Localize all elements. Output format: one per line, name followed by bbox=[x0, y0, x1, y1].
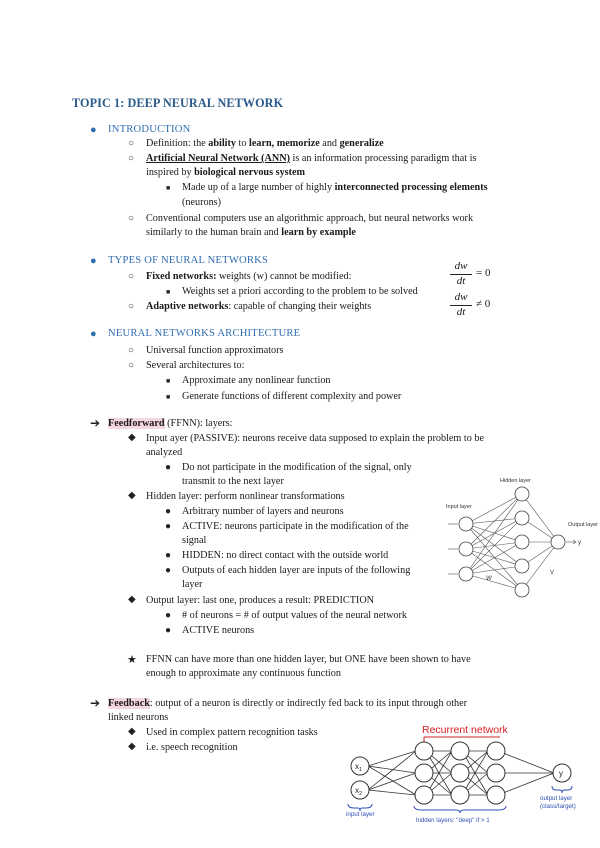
y-output-label: y bbox=[559, 769, 563, 778]
hidden-layer-text: Hidden layer: perform nonlinear transformations bbox=[146, 491, 345, 502]
bullet-icon: ● bbox=[90, 328, 97, 340]
hidden-layer-label: Hidden layer bbox=[500, 478, 531, 484]
weight-w-label: W bbox=[486, 576, 492, 582]
ffnn-note-line2: enough to approximate any continuous function bbox=[146, 668, 341, 679]
input-layer-label: Input layer bbox=[446, 504, 472, 510]
input-layer-text-line2: analyzed bbox=[146, 447, 183, 458]
diamond-bullet-icon: ◆ bbox=[128, 432, 136, 443]
feedback-line2: linked neurons bbox=[108, 712, 169, 723]
page-title: TOPIC 1: DEEP NEURAL NETWORK bbox=[72, 96, 284, 110]
square-bullet-icon: ■ bbox=[166, 288, 171, 296]
ann-text: Artificial Neural Network (ANN) is an information processing paradigm that is bbox=[146, 153, 477, 164]
dot-bullet-icon: ● bbox=[165, 565, 172, 576]
adaptive-networks-text: Adaptive networks: capable of changing their weights bbox=[146, 301, 372, 312]
input-layer-sub-text-line2: transmit to the next layer bbox=[182, 476, 284, 487]
hidden-sub-1: Arbitrary number of layers and neurons bbox=[182, 506, 344, 517]
square-bullet-icon: ■ bbox=[166, 377, 171, 385]
made-up-text: Made up of a large number of highly interconnected processing elements bbox=[182, 182, 488, 193]
output-layer-caption: output layer bbox=[540, 795, 573, 802]
bullet-icon: ● bbox=[90, 124, 97, 136]
diamond-bullet-icon: ◆ bbox=[128, 490, 136, 501]
diamond-bullet-icon: ◆ bbox=[128, 594, 136, 605]
circle-bullet-icon: ○ bbox=[128, 138, 135, 149]
arrow-right-icon: ➔ bbox=[90, 416, 101, 430]
diamond-bullet-icon: ◆ bbox=[128, 726, 136, 737]
diamond-bullet-icon: ◆ bbox=[128, 741, 136, 752]
hidden-sub-2-line2: signal bbox=[182, 535, 207, 546]
hidden-sub-3: HIDDEN: no direct contact with the outside world bbox=[182, 550, 389, 561]
feedback-heading: Feedback: output of a neuron is directly or indirectly fed back to its input through other bbox=[108, 698, 468, 709]
star-bullet-icon: ★ bbox=[127, 654, 137, 666]
architecture-sub-1: Approximate any nonlinear function bbox=[182, 375, 331, 386]
x2-label: $x_2$ bbox=[355, 786, 363, 797]
bullet-icon: ● bbox=[90, 255, 97, 267]
input-layer-text: Input ayer (PASSIVE): neurons receive data supposed to explain the problem to be bbox=[146, 433, 484, 444]
made-up-text-line2: (neurons) bbox=[182, 197, 222, 208]
dot-bullet-icon: ● bbox=[165, 625, 172, 636]
conventional-text: Conventional computers use an algorithmic approach, but neural networks work bbox=[146, 213, 474, 224]
hidden-layers-caption: hidden layers: "deep" if > 1 bbox=[416, 817, 490, 824]
circle-bullet-icon: ○ bbox=[128, 345, 135, 356]
feedback-use-2: i.e. speech recognition bbox=[146, 742, 238, 753]
hidden-sub-4: Outputs of each hidden layer are inputs of the following bbox=[182, 565, 411, 576]
weight-v-label: V bbox=[550, 570, 555, 576]
ffnn-note: FFNN can have more than one hidden layer, but ONE have been shown to have bbox=[146, 654, 471, 665]
circle-bullet-icon: ○ bbox=[128, 153, 135, 164]
feedforward-heading: Feedforward (FFNN): layers: bbox=[108, 418, 233, 429]
architecture-item-2: Several architectures to: bbox=[146, 360, 245, 371]
circle-bullet-icon: ○ bbox=[128, 301, 135, 312]
dot-bullet-icon: ● bbox=[165, 462, 172, 473]
arrow-right-icon: ➔ bbox=[90, 696, 101, 710]
recurrent-network-title: Recurrent network bbox=[422, 724, 508, 736]
ann-text-line2: inspired by biological nervous system bbox=[146, 167, 306, 178]
feedforward-network-diagram bbox=[436, 474, 600, 606]
fixed-networks-text: Fixed networks: weights (w) cannot be modified: bbox=[146, 271, 352, 282]
output-layer-label: Output layer bbox=[568, 522, 598, 528]
circle-bullet-icon: ○ bbox=[128, 213, 135, 224]
output-layer-text: Output layer: last one, produces a result: PREDICTION bbox=[146, 595, 375, 606]
dot-bullet-icon: ● bbox=[165, 521, 172, 532]
conventional-text-line2: similarly to the human brain and learn by example bbox=[146, 227, 356, 238]
architecture-sub-2: Generate functions of different complexity and power bbox=[182, 391, 402, 402]
section-heading-types: TYPES OF NEURAL NETWORKS bbox=[108, 255, 269, 266]
circle-bullet-icon: ○ bbox=[128, 360, 135, 371]
square-bullet-icon: ■ bbox=[166, 393, 171, 401]
circle-bullet-icon: ○ bbox=[128, 271, 135, 282]
section-heading-architecture: NEURAL NETWORKS ARCHITECTURE bbox=[108, 328, 301, 339]
architecture-item-1: Universal function approximators bbox=[146, 345, 284, 356]
dot-bullet-icon: ● bbox=[165, 610, 172, 621]
dot-bullet-icon: ● bbox=[165, 550, 172, 561]
output-layer-caption-2: (class/target) bbox=[540, 803, 576, 810]
output-sub-1: # of neurons = # of output values of the neural network bbox=[182, 610, 408, 621]
recurrent-network-diagram bbox=[340, 720, 576, 830]
input-layer-sub-text: Do not participate in the modification of the signal, only bbox=[182, 462, 412, 473]
hidden-sub-4-line2: layer bbox=[182, 579, 203, 590]
output-sub-2: ACTIVE neurons bbox=[182, 625, 255, 636]
section-heading-introduction: INTRODUCTION bbox=[108, 124, 191, 135]
hidden-sub-2: ACTIVE: neurons participate in the modification of the bbox=[182, 521, 409, 532]
feedback-use-1: Used in complex pattern recognition tasks bbox=[146, 727, 318, 738]
output-y-label: y bbox=[578, 540, 581, 546]
input-layer-caption: input layer bbox=[346, 811, 375, 818]
definition-text: Definition: the ability to learn, memorize and generalize bbox=[146, 138, 384, 149]
weights-text: Weights set a priori according to the problem to be solved bbox=[182, 286, 418, 297]
x1-label: $x_1$ bbox=[355, 762, 363, 773]
square-bullet-icon: ■ bbox=[166, 184, 171, 192]
dot-bullet-icon: ● bbox=[165, 506, 172, 517]
